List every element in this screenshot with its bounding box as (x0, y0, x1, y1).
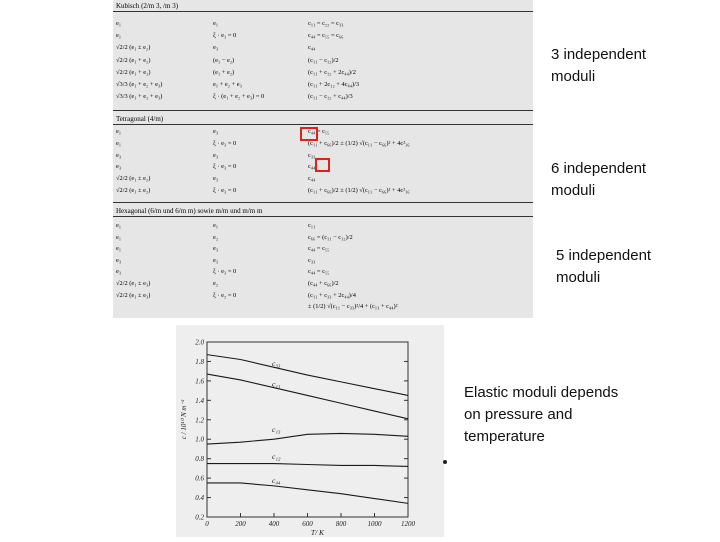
tetragonal-cell: e₁ (116, 128, 122, 135)
hexagonal-cell: (c₁₁ + c₃₃ + 2c₄₄)/4 (308, 291, 356, 299)
highlight-box-c33 (315, 158, 330, 172)
hexagonal-cell: c₆₆ = (c₁₁ − c₁₂)/2 (308, 233, 353, 241)
x-tick-label: 1200 (401, 520, 415, 528)
cubic-cell: e₁ + e₂ + e₃ (213, 81, 242, 88)
cubic-cell: c₁₁ = c₂₂ = c₃₃ (308, 20, 344, 27)
hexagonal-cell: e₁ (116, 233, 122, 241)
hexagonal-cell: ± (1/2) √(c₁₁ − c₃₃)²/4 + (c₁₃ + c₄₄)² (308, 303, 398, 311)
cubic-cell: e₁ (116, 20, 122, 27)
tetragonal-cell: c₃₃ (308, 151, 316, 159)
hexagonal-cell: e₂ (213, 280, 219, 287)
cubic-section-header: Kubisch (2/m 3, /m 3) (113, 1, 533, 12)
cubic-cell: e₃ (213, 44, 219, 52)
series-label: c₁₃ (272, 424, 281, 434)
hexagonal-cell: c₁₁ (308, 222, 316, 229)
tetragonal-cell: (c₁₁ + c₆₆)/2 ± (1/2) √(c₁₁ − c₆₆)² + 4c²₁₆ (308, 139, 410, 147)
tetragonal-cell: e₃ (116, 151, 122, 159)
y-tick-label: 0.2 (195, 513, 204, 522)
y-tick-label: 2.0 (195, 338, 204, 347)
tetragonal-cell: ξ · e₃ = 0 (213, 163, 237, 171)
tetragonal-cell: √2/2 (e₁ ± e₂) (116, 187, 151, 194)
hexagonal-cell: e₁ (116, 222, 122, 229)
hexagonal-cell: c₄₄ = c₅₅ (308, 245, 330, 253)
cubic-cell: √2/2 (e₁ + e₂) (116, 68, 151, 76)
x-tick-label: 800 (335, 520, 347, 528)
tetragonal-cell: c₄₄ = c₅₅ (308, 128, 330, 135)
series-line-0 (207, 355, 408, 396)
section-divider (113, 202, 533, 203)
y-tick-label: 1.4 (195, 396, 204, 405)
hexagonal-cell: c₄₄ = c₅₅ (308, 268, 330, 276)
x-axis-label: T/ K (310, 528, 325, 537)
cubic-cell: ξ · (e₁ + e₂ + e₃) = 0 (213, 93, 265, 101)
cubic-cell: (e₁ − e₂) (213, 56, 235, 64)
tetragonal-section-header: Tetragonal (4/m) (113, 114, 533, 125)
tetragonal-annotation: 6 independent moduli (551, 160, 647, 199)
cubic-cell: √2/2 (e₁ + e₂) (116, 56, 151, 64)
tetragonal-cell: c₄₄ (308, 163, 316, 171)
x-tick-label: 0 (205, 520, 209, 528)
cubic-cell: √3/3 (e₁ + e₂ + e₃) (116, 93, 163, 101)
temperature-annotation: Elastic moduli depends on pressure and temperature (464, 384, 619, 445)
tetragonal-cell: e₃ (116, 163, 122, 171)
highlight-box-c44 (300, 127, 318, 141)
tetragonal-cell: c₄₄ (308, 175, 316, 183)
plot-frame (207, 342, 408, 517)
hexagonal-cell: ξ · e₃ = 0 (213, 268, 237, 276)
y-tick-label: 0.6 (195, 474, 204, 483)
hexagonal-cell: ξ · e₂ = 0 (213, 291, 237, 299)
tetragonal-cell: e₃ (213, 151, 219, 159)
tetragonal-cell: e₁ (116, 139, 122, 147)
cubic-annotation: 3 independent moduli (551, 46, 647, 85)
cubic-cell: (c₁₁ + c₁₂ + 2c₄₄)/2 (308, 68, 356, 76)
y-tick-label: 1.6 (195, 377, 204, 386)
series-label: c₃₃ (272, 359, 281, 369)
series-line-1 (207, 374, 408, 419)
tetragonal-cell: ξ · e₃ = 0 (213, 187, 237, 194)
hexagonal-cell: √2/2 (e₁ ± e₃) (116, 291, 151, 299)
scan-speck (443, 460, 447, 464)
cubic-cell: (c₁₁ + 2c₁₂ + 4c₄₄)/3 (308, 81, 360, 88)
hexagonal-cell: e₁ (116, 245, 122, 253)
x-tick-label: 600 (302, 520, 313, 528)
cubic-cell: (e₁ + e₂) (213, 68, 235, 76)
series-line-3 (207, 464, 408, 467)
hexagonal-cell: c₃₃ (308, 256, 316, 264)
series-line-4 (207, 483, 408, 503)
cubic-cell: √2/2 (e₁ ± e₂) (116, 44, 151, 52)
hexagonal-annotation: 5 independent moduli (556, 247, 652, 286)
tetragonal-cell: e₃ (213, 175, 219, 183)
elastic-moduli-chart (176, 325, 444, 537)
y-tick-label: 1.2 (195, 416, 204, 425)
tetragonal-cell: (c₁₁ + c₆₆)/2 ± (1/2) √(c₁₁ − c₆₆)² + 4c²₁₆ (308, 187, 410, 194)
y-axis-label: c / 10¹⁰ N m⁻² (180, 399, 188, 440)
hexagonal-cell: e₁ (213, 222, 219, 229)
hexagonal-cell: √2/2 (e₁ ± e₃) (116, 280, 151, 287)
hexagonal-section-header: Hexagonal (6/m und 6/m m) sowie m/m und m/m m (113, 206, 533, 217)
x-tick-label: 400 (268, 520, 280, 528)
hexagonal-cell: e₂ (213, 233, 219, 241)
tetragonal-cell: ξ · e₃ = 0 (213, 139, 237, 147)
cubic-cell: (c₁₁ − c₁₂)/2 (308, 56, 339, 64)
hexagonal-cell: e₃ (213, 256, 219, 264)
cubic-cell: (c₁₁ − c₁₂ + c₄₄)/3 (308, 93, 353, 101)
tetragonal-cell: e₃ (213, 128, 219, 135)
section-divider (113, 110, 533, 111)
tetragonal-cell: √2/2 (e₁ ± e₂) (116, 175, 151, 183)
cubic-cell: e₁ (213, 20, 219, 27)
cubic-cell: e₁ (116, 32, 122, 40)
cubic-cell: √3/3 (e₁ + e₂ + e₃) (116, 81, 163, 88)
series-label: c₄₄ (272, 475, 281, 485)
hexagonal-cell: e₃ (213, 245, 219, 253)
x-tick-label: 200 (235, 520, 246, 528)
hexagonal-cell: e₃ (116, 256, 122, 264)
hexagonal-cell: (c₄₄ + c₆₆)/2 (308, 280, 339, 287)
y-tick-label: 1.0 (195, 435, 204, 444)
cubic-cell: ξ · e₁ = 0 (213, 32, 237, 40)
y-tick-label: 0.8 (195, 455, 204, 464)
y-tick-label: 0.4 (195, 494, 204, 503)
y-tick-label: 1.8 (195, 357, 204, 366)
hexagonal-cell: e₃ (116, 268, 122, 276)
cubic-cell: c₄₄ = c₅₅ = c₆₆ (308, 32, 344, 40)
series-label: c₁₂ (272, 452, 281, 462)
cubic-cell: c₄₄ (308, 44, 316, 52)
x-tick-label: 1000 (367, 520, 382, 528)
chart-svg (176, 325, 444, 537)
series-line-2 (207, 433, 408, 444)
series-label: c₁₁ (272, 379, 281, 389)
